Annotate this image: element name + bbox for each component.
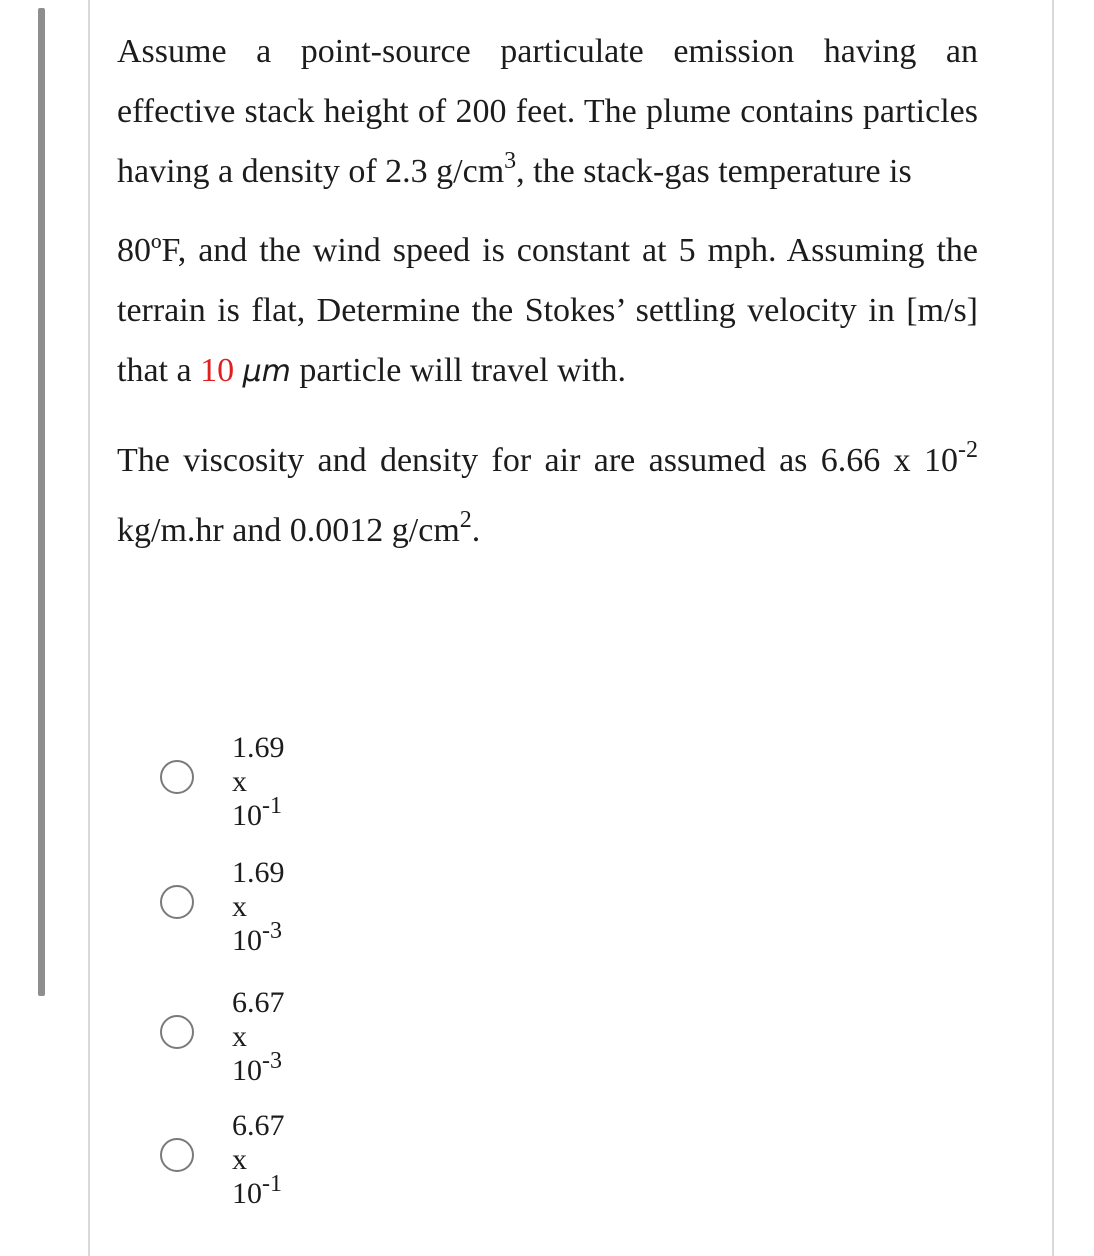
answer-option-4[interactable] (160, 1109, 285, 1210)
answer-option-3[interactable] (160, 986, 285, 1087)
answer-option-2[interactable] (160, 856, 285, 957)
question-paragraph-3: The viscosity and density for air are assumed as 6.66 x $10^{-2}$ kg/m.hr and 0.0012 $g/cm^2$. (117, 437, 978, 549)
radio-button[interactable] (160, 760, 194, 794)
answer-option-1[interactable] (160, 731, 285, 832)
question-paragraph-2: 80ºF, and the wind speed is constant at 5 mph. Assuming the terrain is flat, Determine the Stokes’ settling velocity in [m/s] that a 10 μm particle will travel with. (117, 232, 978, 389)
scroll-indicator-bar (38, 8, 45, 996)
radio-button[interactable] (160, 885, 194, 919)
answer-option-label: 6.67 x $10^{-1}$ (232, 1109, 285, 1210)
question-text (117, 22, 978, 566)
micrometer-unit: μm (242, 354, 291, 389)
answer-option-label: 1.69 x $10^{-3}$ (232, 856, 285, 957)
answer-option-label: 6.67 x $10^{-3}$ (232, 986, 285, 1087)
highlighted-size: 10 (200, 352, 235, 389)
answer-option-label: 1.69 x $10^{-1}$ (232, 731, 285, 832)
question-paragraph-1: Assume a point-source particulate emission having an effective stack height of 200 feet. The plume contains particles having a density of 2.3 $g/cm^3$, the stack-gas temperature is (117, 33, 978, 190)
radio-button[interactable] (160, 1015, 194, 1049)
radio-button[interactable] (160, 1138, 194, 1172)
